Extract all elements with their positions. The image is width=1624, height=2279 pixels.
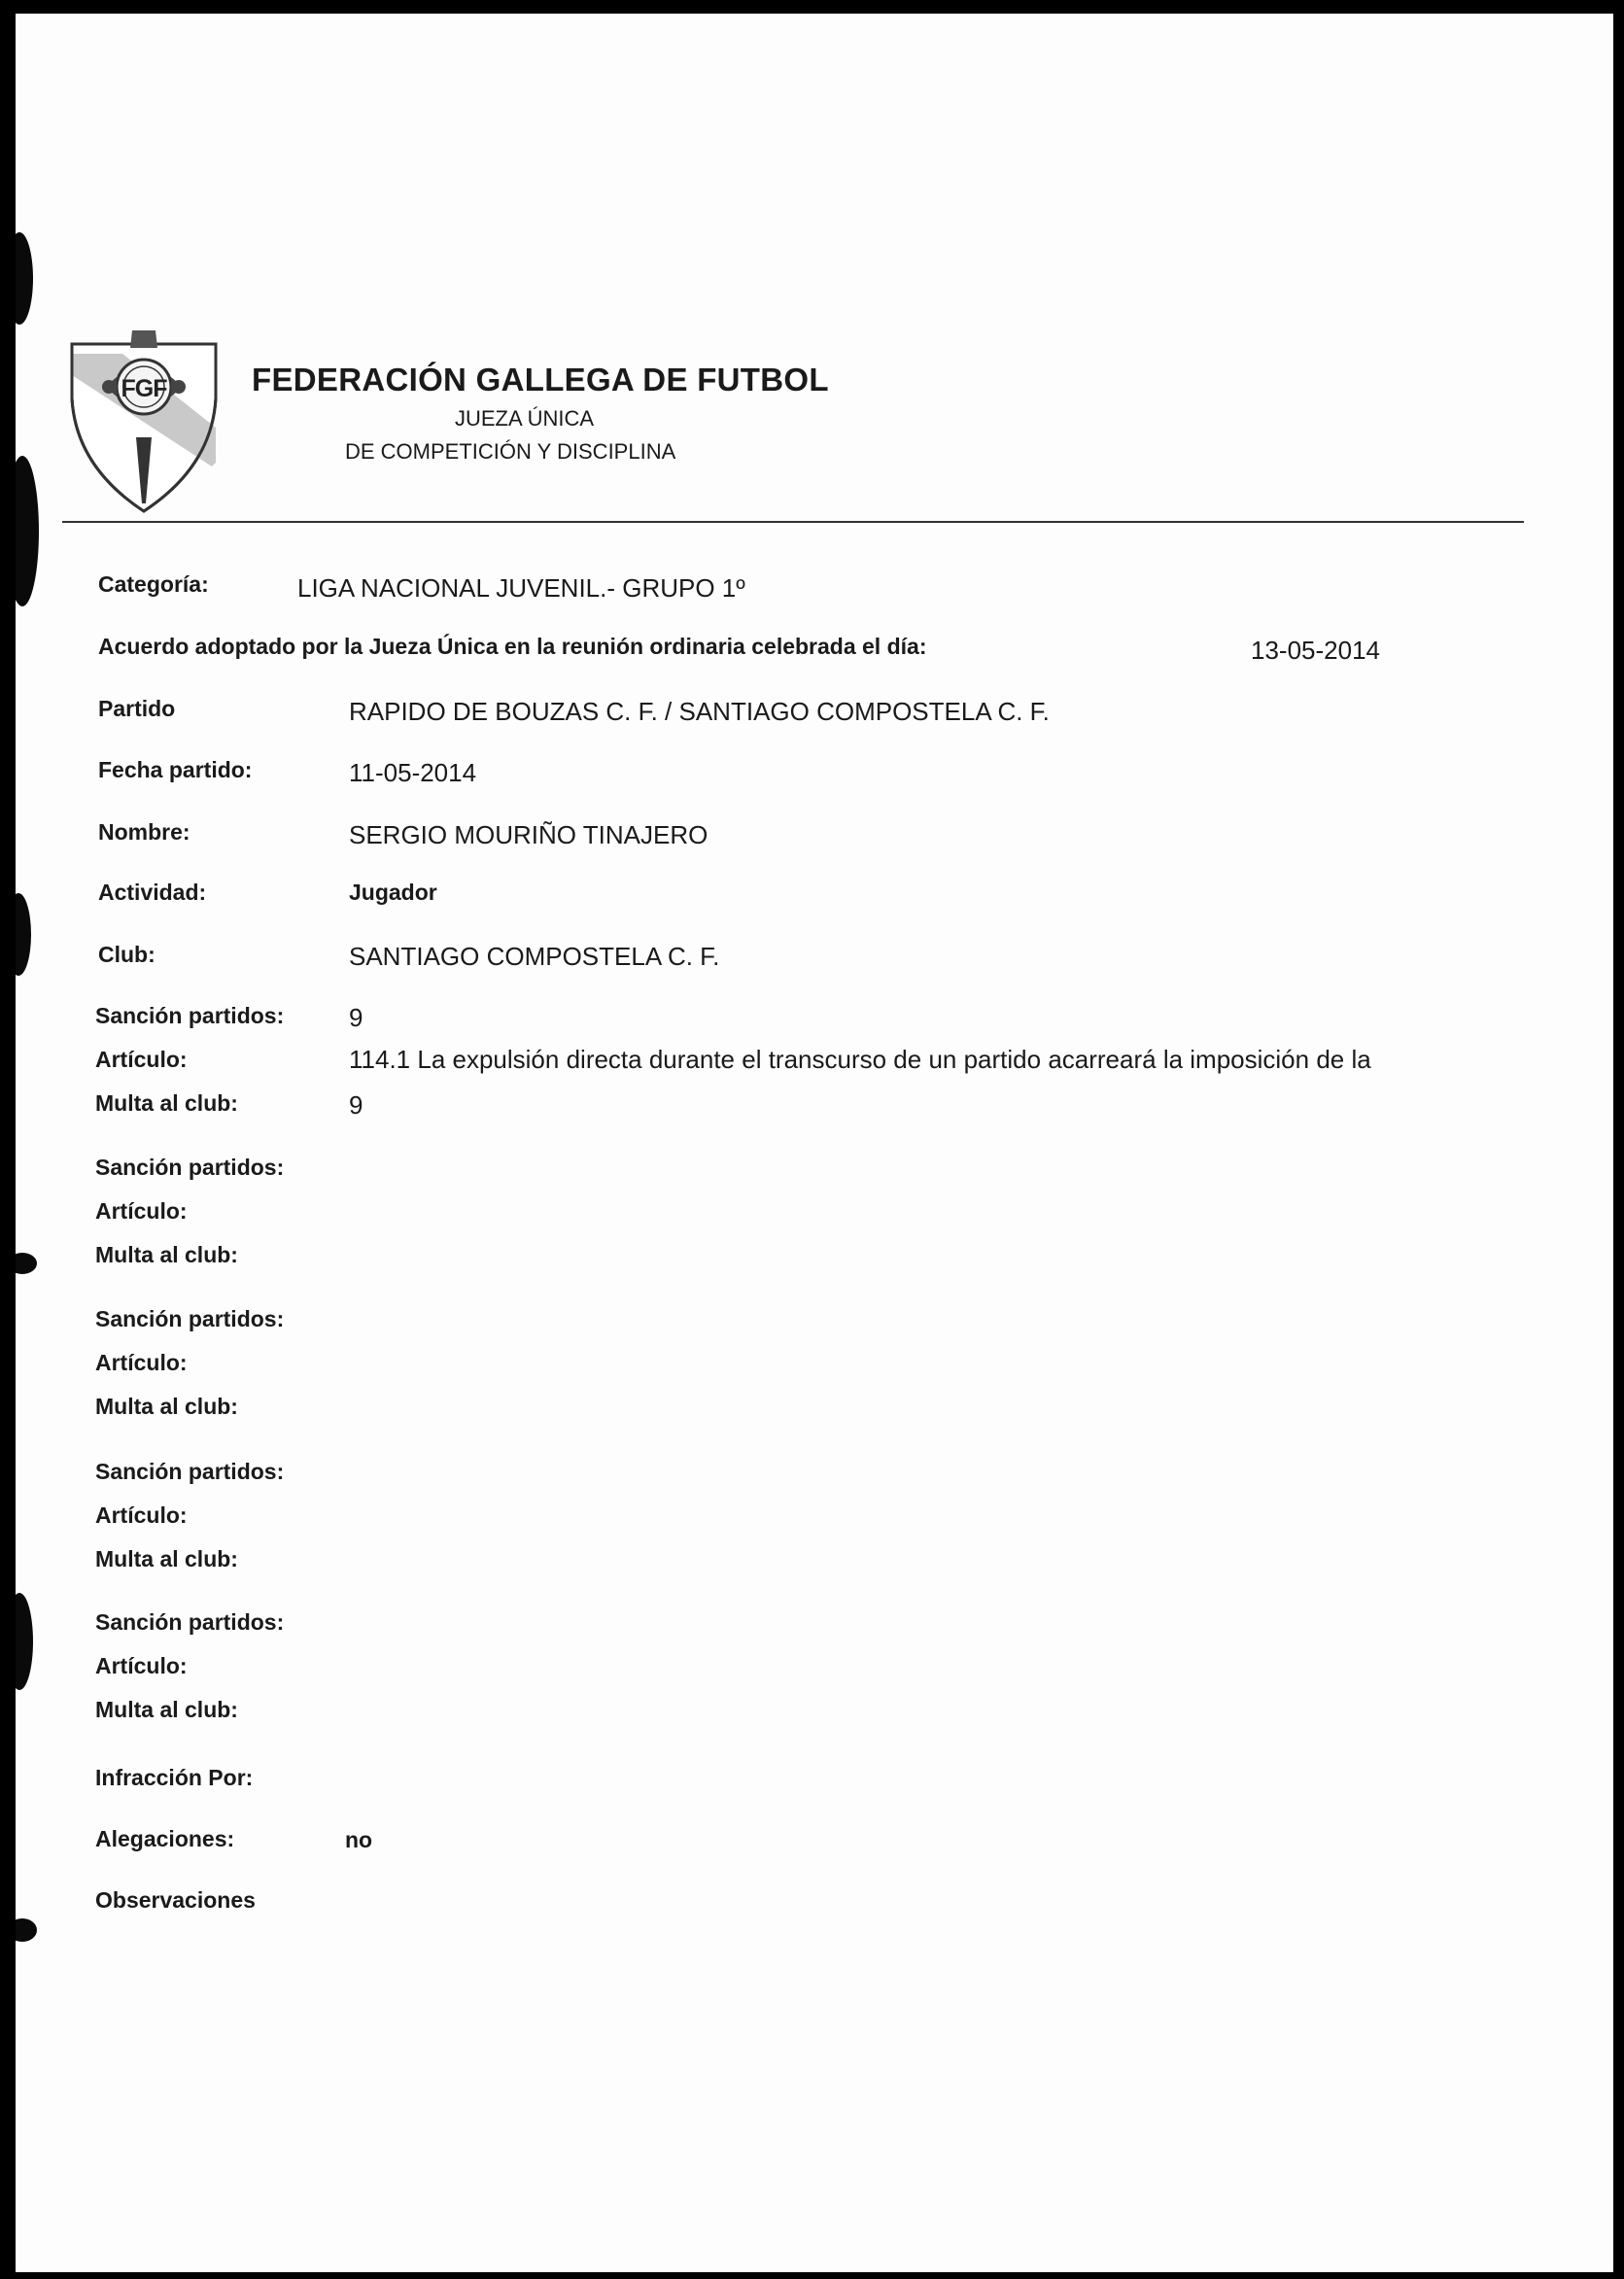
articulo-2-label: Artículo: bbox=[95, 1198, 188, 1224]
articulo-1-label: Artículo: bbox=[95, 1047, 188, 1072]
scan-mark bbox=[16, 1918, 37, 1942]
multa-5-label: Multa al club: bbox=[95, 1697, 238, 1722]
header-line-1: JUEZA ÚNICA bbox=[455, 406, 595, 431]
sancion-5-label: Sanción partidos: bbox=[95, 1609, 285, 1635]
multa-1-label: Multa al club: bbox=[95, 1090, 238, 1116]
articulo-3-label: Artículo: bbox=[95, 1350, 188, 1375]
scan-mark bbox=[16, 232, 33, 325]
sancion-1-label: Sanción partidos: bbox=[95, 1003, 285, 1028]
club-value: SANTIAGO COMPOSTELA C. F. bbox=[349, 942, 720, 971]
sancion-4-label: Sanción partidos: bbox=[95, 1459, 285, 1484]
articulo-5-label: Artículo: bbox=[95, 1653, 188, 1678]
sancion-1-value: 9 bbox=[349, 1003, 363, 1032]
acuerdo-date: 13-05-2014 bbox=[1251, 636, 1380, 665]
scan-mark bbox=[16, 1593, 33, 1690]
articulo-4-label: Artículo: bbox=[95, 1502, 188, 1528]
scan-mark bbox=[16, 456, 39, 606]
fecha-partido-value: 11-05-2014 bbox=[349, 758, 477, 787]
header-divider bbox=[62, 521, 1524, 523]
federation-crest-logo bbox=[66, 330, 222, 515]
multa-1-value: 9 bbox=[349, 1090, 363, 1120]
sancion-3-label: Sanción partidos: bbox=[95, 1306, 285, 1331]
document-page bbox=[16, 14, 1613, 2272]
multa-4-label: Multa al club: bbox=[95, 1546, 238, 1571]
nombre-label: Nombre: bbox=[98, 819, 190, 845]
scan-mark bbox=[16, 1253, 37, 1274]
actividad-value: Jugador bbox=[349, 880, 437, 905]
partido-label: Partido bbox=[98, 696, 176, 721]
fecha-partido-label: Fecha partido: bbox=[98, 757, 253, 782]
club-label: Club: bbox=[98, 942, 155, 967]
observaciones-label: Observaciones bbox=[95, 1887, 256, 1913]
acuerdo-label: Acuerdo adoptado por la Jueza Única en la reunión ordinaria celebrada el día: bbox=[98, 634, 927, 659]
alegaciones-value: no bbox=[345, 1827, 373, 1852]
actividad-label: Actividad: bbox=[98, 880, 207, 905]
federation-title: FEDERACIÓN GALLEGA DE FUTBOL bbox=[252, 362, 829, 397]
infraccion-label: Infracción Por: bbox=[95, 1765, 254, 1790]
header-line-2: DE COMPETICIÓN Y DISCIPLINA bbox=[345, 439, 676, 464]
alegaciones-label: Alegaciones: bbox=[95, 1826, 235, 1851]
sancion-2-label: Sanción partidos: bbox=[95, 1155, 285, 1180]
scan-mark bbox=[16, 893, 31, 976]
categoria-label: Categoría: bbox=[98, 571, 209, 597]
articulo-1-value: 114.1 La expulsión directa durante el transcurso de un partido acarreará la imposición de la bbox=[349, 1045, 1371, 1074]
nombre-value: SERGIO MOURIÑO TINAJERO bbox=[349, 820, 708, 849]
categoria-value: LIGA NACIONAL JUVENIL.- GRUPO 1º bbox=[297, 573, 745, 603]
partido-value: RAPIDO DE BOUZAS C. F. / SANTIAGO COMPOSTELA C. F. bbox=[349, 697, 1050, 726]
crest-letters: FGF bbox=[121, 375, 167, 402]
multa-3-label: Multa al club: bbox=[95, 1394, 238, 1419]
multa-2-label: Multa al club: bbox=[95, 1242, 238, 1267]
